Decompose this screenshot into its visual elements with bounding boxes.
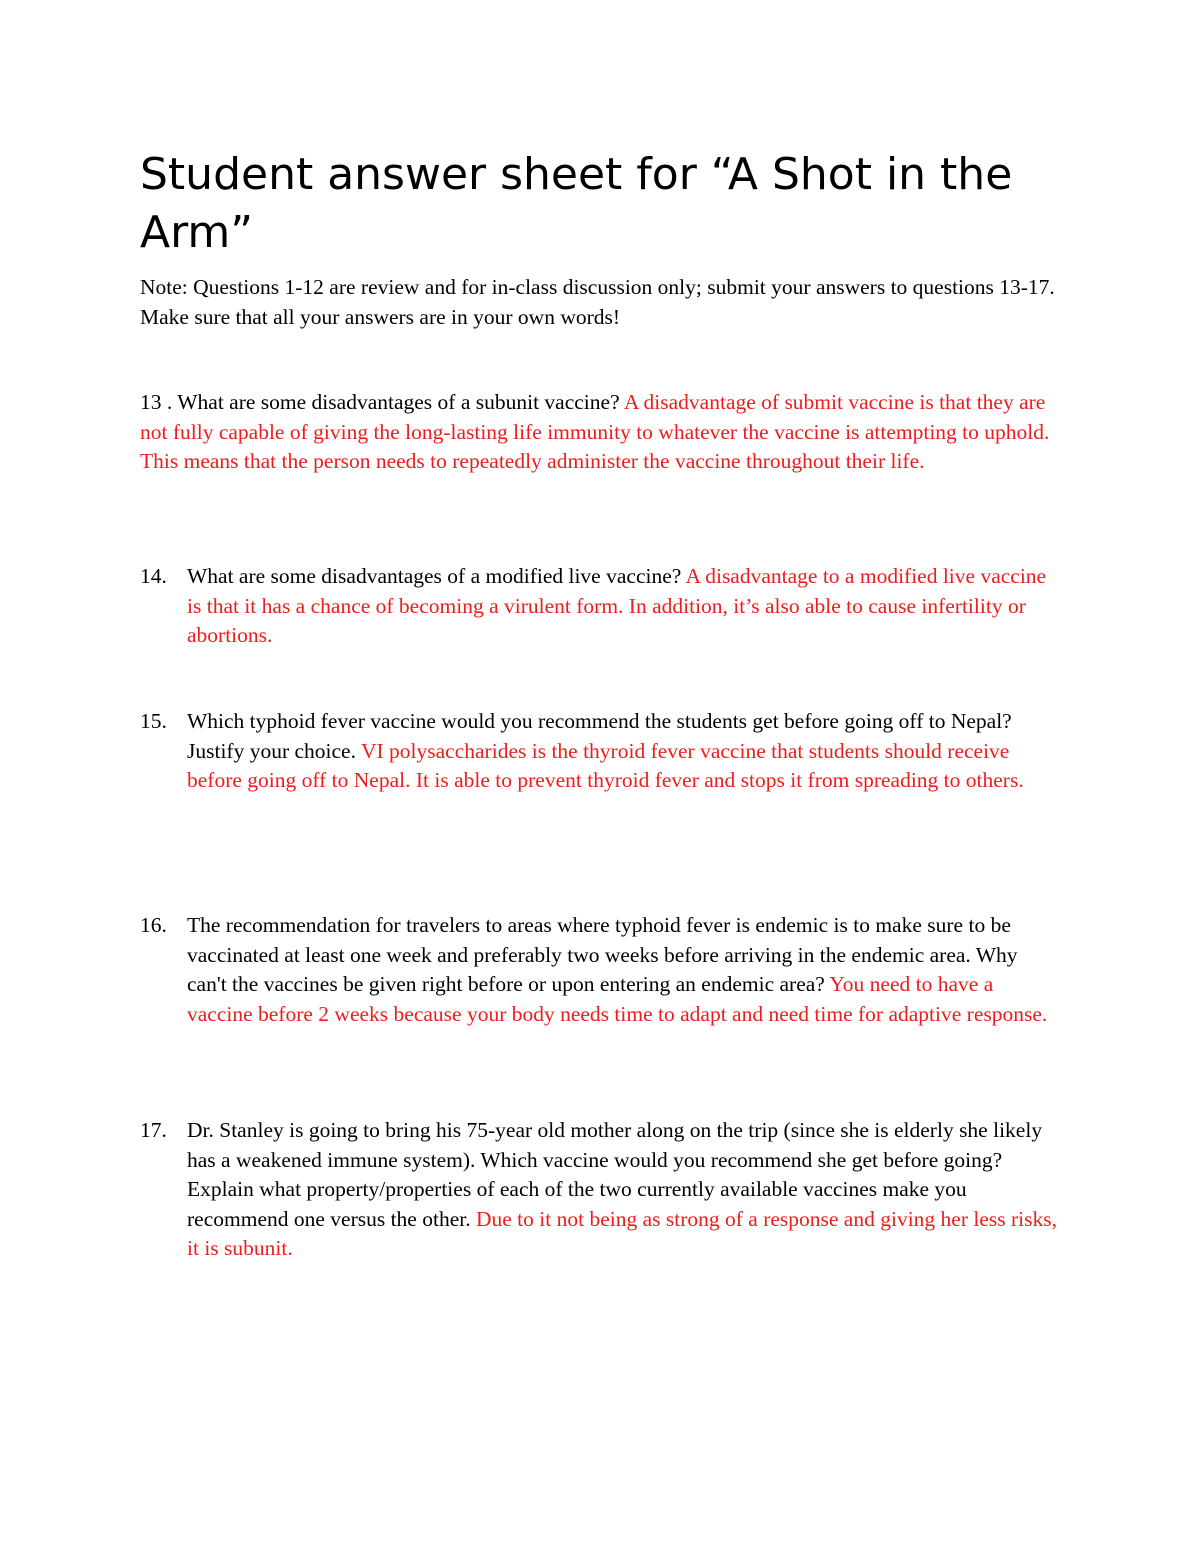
answer-text: Due to it not being as strong of a response and giving her less risks, it is subunit. [187,1206,1057,1260]
page-title: Student answer sheet for “A Shot in the Arm” [140,149,1013,258]
question-number: 15. [140,709,167,733]
question-number: 13 . [140,390,173,414]
question-number: 16. [140,913,167,937]
question-text: What are some disadvantages of a subunit vaccine? [177,390,620,414]
answer-text: A disadvantage to a modified live vaccine is that it has a chance of becoming a virulent form. In addition, it’s also able to cause infertility or abortions. [187,564,1047,647]
question-text: The recommendation for travelers to areas where typhoid fever is endemic is to make sure to be vaccinated at least one week and preferably two weeks before arriving in the endemic area. Why can't the vaccines be given right before or upon entering an endemic area? [187,913,1018,996]
question-text: What are some disadvantages of a modified live vaccine? [187,564,682,588]
answer-text: VI polysaccharides is the thyroid fever vaccine that students should receive before going off to Nepal. It is able to prevent thyroid fever and stops it from spreading to others. [187,738,1024,792]
question-number: 17. [140,1118,167,1142]
question-16 [140,911,1060,1029]
question-number: 14. [140,564,167,588]
question-text: Dr. Stanley is going to bring his 75-year old mother along on the trip (since she is elderly she likely has a weakened immune system). Which vaccine would you recommend she get before going? Explain what property/properties of each of the two currently available vaccines make you recommend one versus the other. [187,1118,1043,1231]
question-17 [140,1116,1060,1264]
question-14 [140,562,1060,651]
instructions-note: Note: Questions 1-12 are review and for in-class discussion only; submit your answers to questions 13-17. Make sure that all your answers are in your own words! [140,275,1055,329]
question-text: Which typhoid fever vaccine would you recommend the students get before going off to Nepal? Justify your choice. [187,709,1012,763]
answer-text: You need to have a vaccine before 2 weeks because your body needs time to adapt and need time for adaptive response. [187,972,1048,1026]
question-13 [140,388,1060,477]
question-15 [140,707,1060,796]
answer-text: A disadvantage of submit vaccine is that they are not fully capable of giving the long-lasting life immunity to whatever the vaccine is attempting to uphold. This means that the person needs to repeatedly administer the vaccine throughout their life. [140,390,1050,473]
